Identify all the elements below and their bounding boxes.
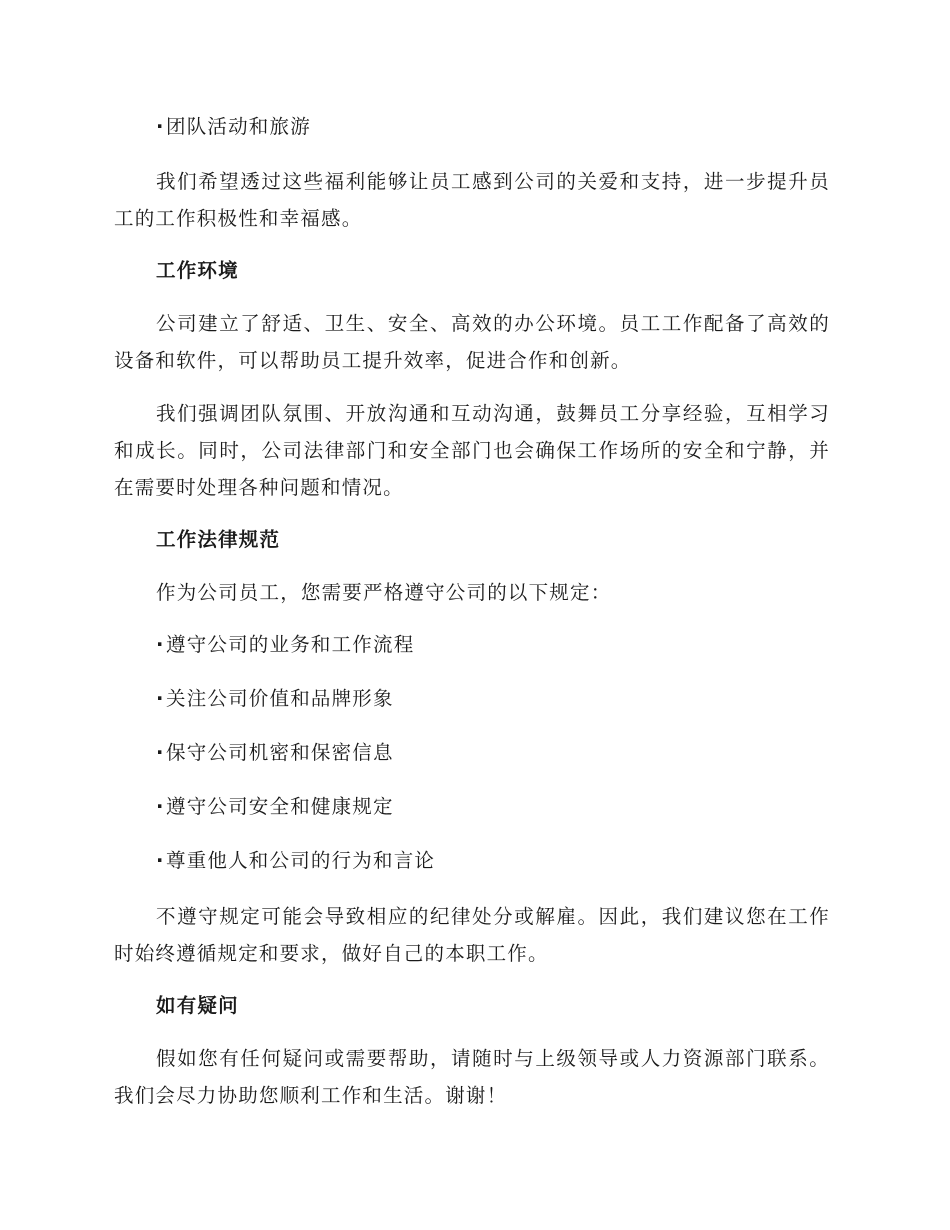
list-item-text: 团队活动和旅游 <box>166 115 311 138</box>
bullet-dot: · <box>156 115 165 138</box>
questions-paragraph: 假如您有任何疑问或需要帮助，请随时与上级领导或人力资源部门联系。我们会尽力协助您顺利工作和生活。谢谢！ <box>114 1047 830 1107</box>
list-item-text: 遵守公司的业务和工作流程 <box>166 633 415 656</box>
list-item-rule <box>156 734 394 771</box>
bullet-dot: · <box>156 633 165 656</box>
bullet-dot: · <box>156 687 165 710</box>
bullet-dot: · <box>156 741 165 764</box>
section-heading-legal-norms: 工作法律规范 <box>156 528 281 551</box>
environment-paragraph-2: 我们强调团队氛围、开放沟通和互动沟通，鼓舞员工分享经验，互相学习和成长。同时，公司法律部门和安全部门也会确保工作场所的安全和宁静，并在需要时处理各种问题和情况。 <box>114 402 830 499</box>
section-heading-work-environment: 工作环境 <box>156 259 239 282</box>
bullet-dot: · <box>156 849 165 872</box>
welfare-paragraph: 我们希望透过这些福利能够让员工感到公司的关爱和支持，进一步提升员工的工作积极性和幸福感。 <box>114 170 830 230</box>
bullet-dot: · <box>156 795 165 818</box>
list-item-rule <box>156 788 394 825</box>
list-item-rule <box>156 626 414 663</box>
list-item-text: 尊重他人和公司的行为和言论 <box>166 849 436 872</box>
list-item-rule <box>156 680 394 717</box>
list-item-rule <box>156 842 435 879</box>
legal-intro: 作为公司员工，您需要严格遵守公司的以下规定： <box>156 581 612 604</box>
legal-consequence-paragraph: 不遵守规定可能会导致相应的纪律处分或解雇。因此，我们建议您在工作时始终遵循规定和要求，做好自己的本职工作。 <box>114 905 830 965</box>
list-item-team-activities <box>156 108 311 145</box>
list-item-text: 关注公司价值和品牌形象 <box>166 687 394 710</box>
list-item-text: 遵守公司安全和健康规定 <box>166 795 394 818</box>
list-item-text: 保守公司机密和保密信息 <box>166 741 394 764</box>
section-heading-questions: 如有疑问 <box>156 994 239 1017</box>
environment-paragraph-1: 公司建立了舒适、卫生、安全、高效的办公环境。员工工作配备了高效的设备和软件，可以帮助员工提升效率，促进合作和创新。 <box>114 312 830 372</box>
